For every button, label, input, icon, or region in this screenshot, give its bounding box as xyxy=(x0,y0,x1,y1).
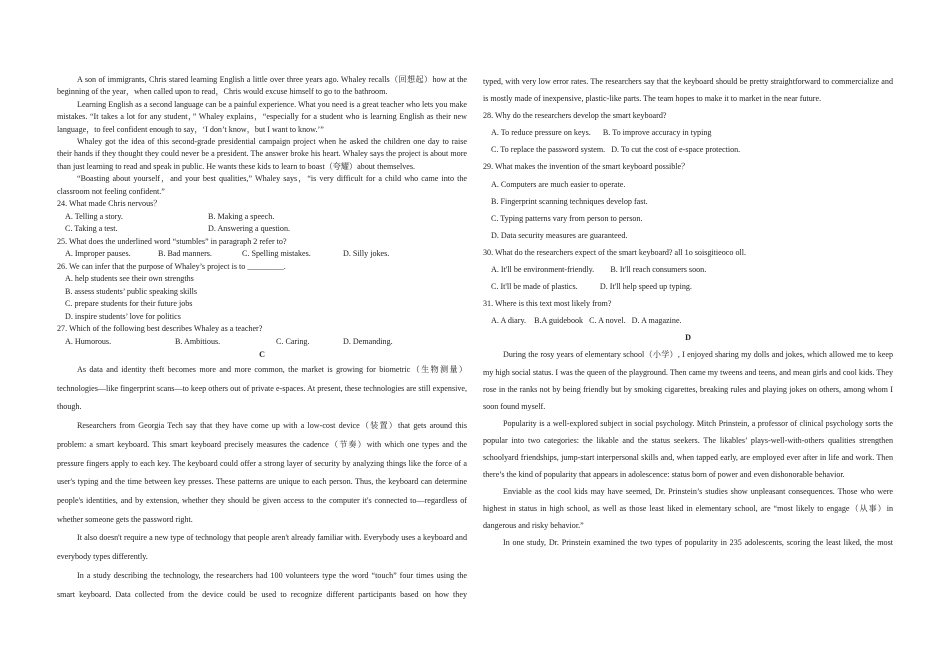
paragraph: In a study describing the technology, the researchers had 100 volunteers type the word “touch” four times using the smart keyboard. Data collected from the device could be used to recognize different participants based on how they xyxy=(57,570,467,599)
question-text: 28. Why do the researchers develop the smart keyboard? xyxy=(483,111,667,121)
question-29 xyxy=(483,158,893,243)
option-b: B. Bad manners. xyxy=(158,249,212,259)
question-26 xyxy=(57,261,467,324)
paragraph: As data and identity theft becomes more and more common, the market is growing for biometric（生物测量）technologies—like fingerprint scans—to keep others out of private e-spaces. At present, these technologies are still expensive, though. xyxy=(57,365,467,412)
option-c: C. Typing patterns vary from person to person. xyxy=(491,213,643,223)
paragraph: Researchers from Georgia Tech say that they have come up with a low-cost device（装置）that gets around this problem: a smart keyboard. This smart keyboard precisely measures the cadence（节奏）with which one types and the pressure fingers apply to each key. The keyboard could offer a strong layer of security by analyzing things like the force of a user's typing and the time between key presses. These patterns are unique to each person. Thus, the keyboard can determine people's identities, and by extension, whether they should be given access to the computer it's connected to—regardless of whether someone gets the password right. xyxy=(57,421,467,524)
paragraph: In one study, Dr. Prinstein examined the two types of popularity in 235 adolescents, scoring the least liked, the most xyxy=(503,538,893,548)
passage-c xyxy=(57,361,467,604)
options-cd: C. It'll be made of plastics. D. It'll help speed up typing. xyxy=(491,282,692,292)
question-text: 29. What makes the invention of the smart keyboard possible？ xyxy=(483,162,690,172)
section-heading-d: D xyxy=(685,333,691,343)
question-text: 27. Which of the following best describes Whaley as a teacher? xyxy=(57,324,263,334)
option-c: C. Caring. xyxy=(276,336,310,346)
paragraph: Enviable as the cool kids may have seemed, Dr. Prinstein’s studies show unpleasant consequences. Those who were highest in status in high school, as well as those least liked in elementary school, are “most likely to engage（从事）in dangerous and risky behavior.” xyxy=(483,487,893,531)
section-heading-c: C xyxy=(259,350,265,360)
question-text: 25. What does the underlined word “stumbles” in paragraph 2 refer to? xyxy=(57,236,287,246)
option-b: B. Making a speech. xyxy=(208,211,275,221)
options-ab: A. To reduce pressure on keys. B. To improve accuracy in typing xyxy=(491,128,712,138)
option-a: A. Telling a story. xyxy=(65,211,123,221)
option-d: D. Silly jokes. xyxy=(343,249,390,259)
passage-b xyxy=(57,74,467,198)
question-28 xyxy=(483,107,893,158)
passage-d xyxy=(483,346,893,551)
question-text: 31. Where is this text most likely from? xyxy=(483,299,612,309)
right-column xyxy=(483,73,893,552)
question-24 xyxy=(57,198,467,236)
option-c: C. Taking a test. xyxy=(65,224,118,234)
question-27 xyxy=(57,323,467,348)
option-a: A. help students see their own strengths xyxy=(65,274,194,284)
option-c: C. prepare students for their future jobs xyxy=(65,299,193,309)
option-a: A. Humorous. xyxy=(65,336,112,346)
option-a: A. Computers are much easier to operate. xyxy=(491,179,626,189)
question-25 xyxy=(57,236,467,261)
option-d: D. inspire students’ love for politics xyxy=(65,311,181,321)
question-30 xyxy=(483,244,893,295)
question-text: 26. We can infer that the purpose of Whaley’s project is to _________. xyxy=(57,261,286,271)
option-c: C. Spelling mistakes. xyxy=(242,249,311,259)
option-b: B. assess students’ public speaking skills xyxy=(65,286,198,296)
options: A. A diary. B.A guidebook C. A novel. D. A magazine. xyxy=(491,316,682,326)
paragraph: A son of immigrants, Chris stared learning English a little over three years ago. Whaley recalls（回想起）how at the beginning of the year，when called upon to read，Chris would excuse himself to go to the bathroom. xyxy=(57,75,467,97)
paragraph: “Boasting about yourself，and your best qualities,” Whaley says，“is very difficult for a child who came into the classroom not feeling confident.” xyxy=(57,174,467,196)
paragraph-continued: typed, with very low error rates. The researchers say that the keyboard should be pretty straightforward to commercialize and is mostly made of inexpensive, plastic-like parts. The team hopes to make it to market in the near future. xyxy=(483,77,893,104)
option-d: D. Answering a question. xyxy=(208,224,291,234)
paragraph: It also doesn't require a new type of technology that people aren't already familiar with. Everybody uses a keyboard and everybody types differently. xyxy=(57,533,467,562)
question-text: 24. What made Chris nervous？ xyxy=(57,199,162,209)
options-cd: C. To replace the password system. D. To cut the cost of e-space protection. xyxy=(491,145,741,155)
option-d: D. Demanding. xyxy=(343,336,393,346)
question-31 xyxy=(483,295,893,329)
left-column xyxy=(57,74,467,604)
option-b: B. Ambitious. xyxy=(175,336,221,346)
paragraph: Learning English as a second language can be a painful experience. What you need is a great teacher who lets you make mistakes. “It takes a lot for any student，” Whaley explains，“especially for a student who is learning English as their new language，to feel confident enough to say，‘I don’t know，but I want to know.’” xyxy=(57,99,467,134)
paragraph: Popularity is a well-explored subject in social psychology. Mitch Prinstein, a professor of clinical psychology sorts the popular into two categories: the likable and the status seekers. The likables’ plays-well-with-others qualities strengthen schoolyard friendships, jump-start interpersonal skills and, when tapped early, are employed ever after in life and work. Then there’s the kind of popularity that appears in adolescence: status born of power and even dishonorable behavior. xyxy=(483,418,893,480)
paragraph: During the rosy years of elementary school（小学）, I enjoyed sharing my dolls and jokes, which allowed me to keep my high social status. I was the queen of the playground. Then came my tweens and teens, and mean girls and cool kids. They rose in the ranks not by being friendly but by smoking cigarettes, breaking rules and playing jokes on others, among whom I soon found myself. xyxy=(483,350,893,411)
question-text: 30. What do the researchers expect of the smart keyboard? all 1o soisgitieoco oll. xyxy=(483,247,747,257)
options-ab: A. It'll be environment-friendly. B. It'll reach consumers soon. xyxy=(491,265,707,275)
option-b: B. Fingerprint scanning techniques develop fast. xyxy=(491,196,648,206)
option-a: A. Improper pauses. xyxy=(65,249,131,259)
paragraph: Whaley got the idea of this second-grade presidential campaign project when he asked the children one day to raise their hands if they thought they could never be a president. The answer broke his heart. Whaley says the project is about more than just learning to read and speak in public. He wants these kids to learn to boast（夸耀）about themselves. xyxy=(57,137,467,171)
option-d: D. Data security measures are guaranteed. xyxy=(491,230,628,240)
